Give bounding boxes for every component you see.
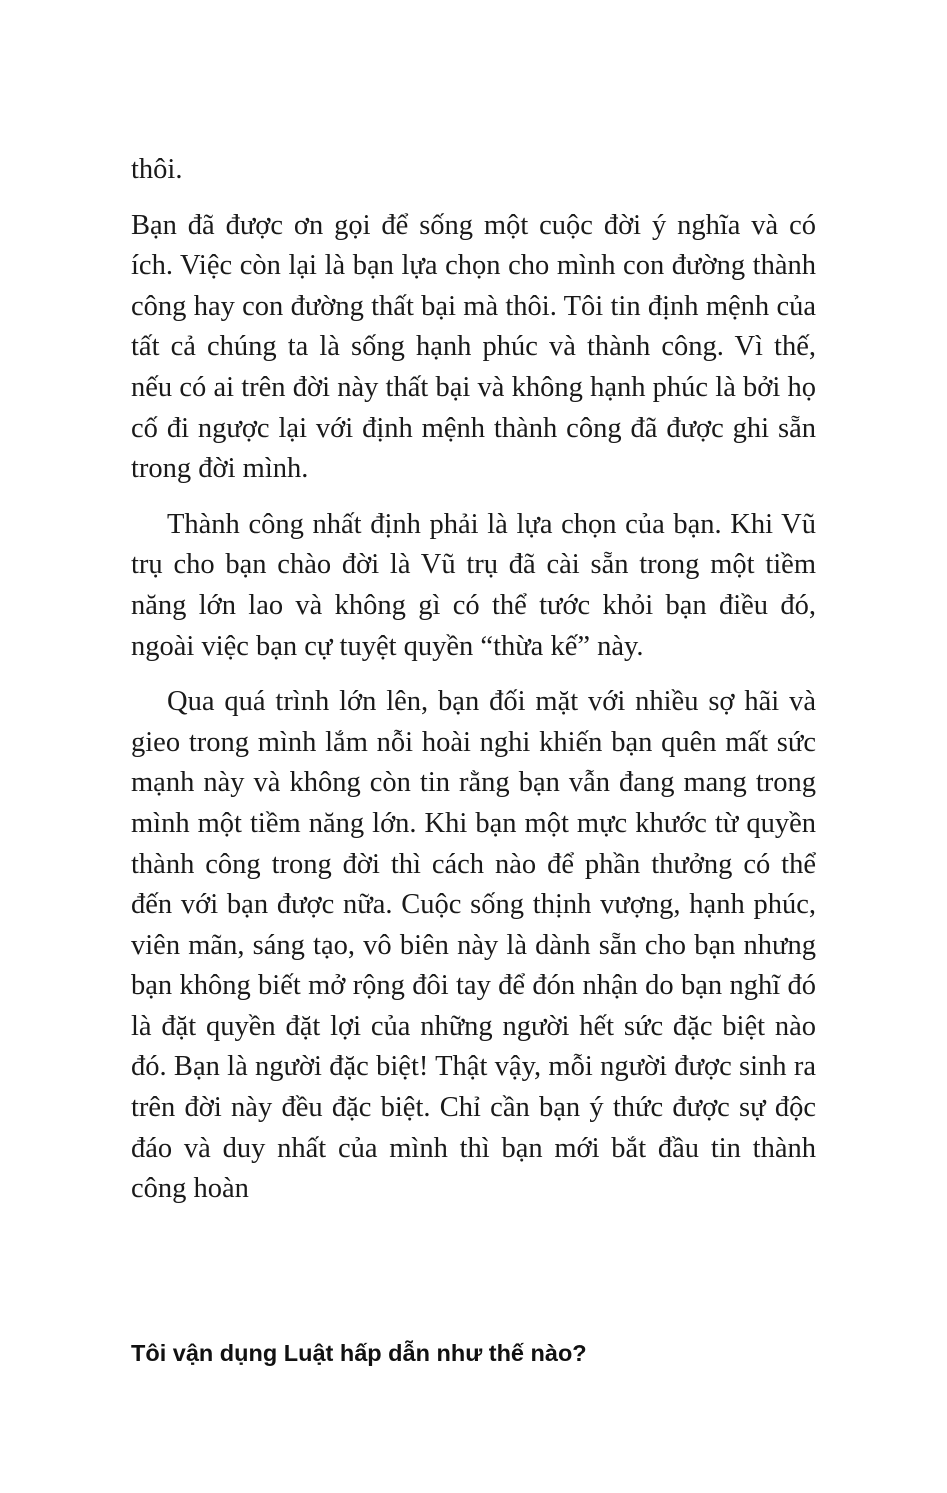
paragraph-continuation: thôi. <box>131 154 183 185</box>
page-body <box>131 150 816 1225</box>
paragraph-calling: Bạn đã được ơn gọi để sống một cuộc đời ý nghĩa và có ích. Việc còn lại là bạn lựa chọn cho mình con đường thành công hay con đường thất bại mà thôi. Tôi tin định mệnh của tất cả chúng ta là sống hạnh phúc và thành công. Vì thế, nếu có ai trên đời này thất bại và không hạnh phúc là bởi họ cố đi ngược lại với định mệnh thành công đã được ghi sẵn trong đời mình. <box>131 209 816 485</box>
paragraph-growing-up: Qua quá trình lớn lên, bạn đối mặt với nhiều sợ hãi và gieo trong mình lắm nỗi hoài nghi khiến bạn quên mất sức mạnh này và không còn tin rằng bạn vẫn đang mang trong mình một tiềm năng lớn. Khi bạn một mực khước từ quyền thành công trong đời thì cách nào để phần thưởng có thể đến với bạn được nữa. Cuộc sống thịnh vượng, hạnh phúc, viên mãn, sáng tạo, vô biên này là dành sẵn cho bạn nhưng bạn không biết mở rộng đôi tay để đón nhận do bạn nghĩ đó là đặt quyền đặt lợi của những người hết sức đặc biệt nào đó. Bạn là người đặc biệt! Thật vậy, mỗi người được sinh ra trên đời này đều đặc biệt. Chỉ cần bạn ý thức được sự độc đáo và duy nhất của mình thì bạn mới bắt đầu tin thành công hoàn <box>131 686 816 1205</box>
paragraph-choice: Thành công nhất định phải là lựa chọn của bạn. Khi Vũ trụ cho bạn chào đời là Vũ trụ đã cài sẵn trong một tiềm năng lớn lao và không gì có thể tước khỏi bạn điều đó, ngoài việc bạn cự tuyệt quyền “thừa kế” này. <box>131 508 816 662</box>
running-footer-book-title: Tôi vận dụng Luật hấp dẫn như thế nào? <box>131 1340 587 1366</box>
